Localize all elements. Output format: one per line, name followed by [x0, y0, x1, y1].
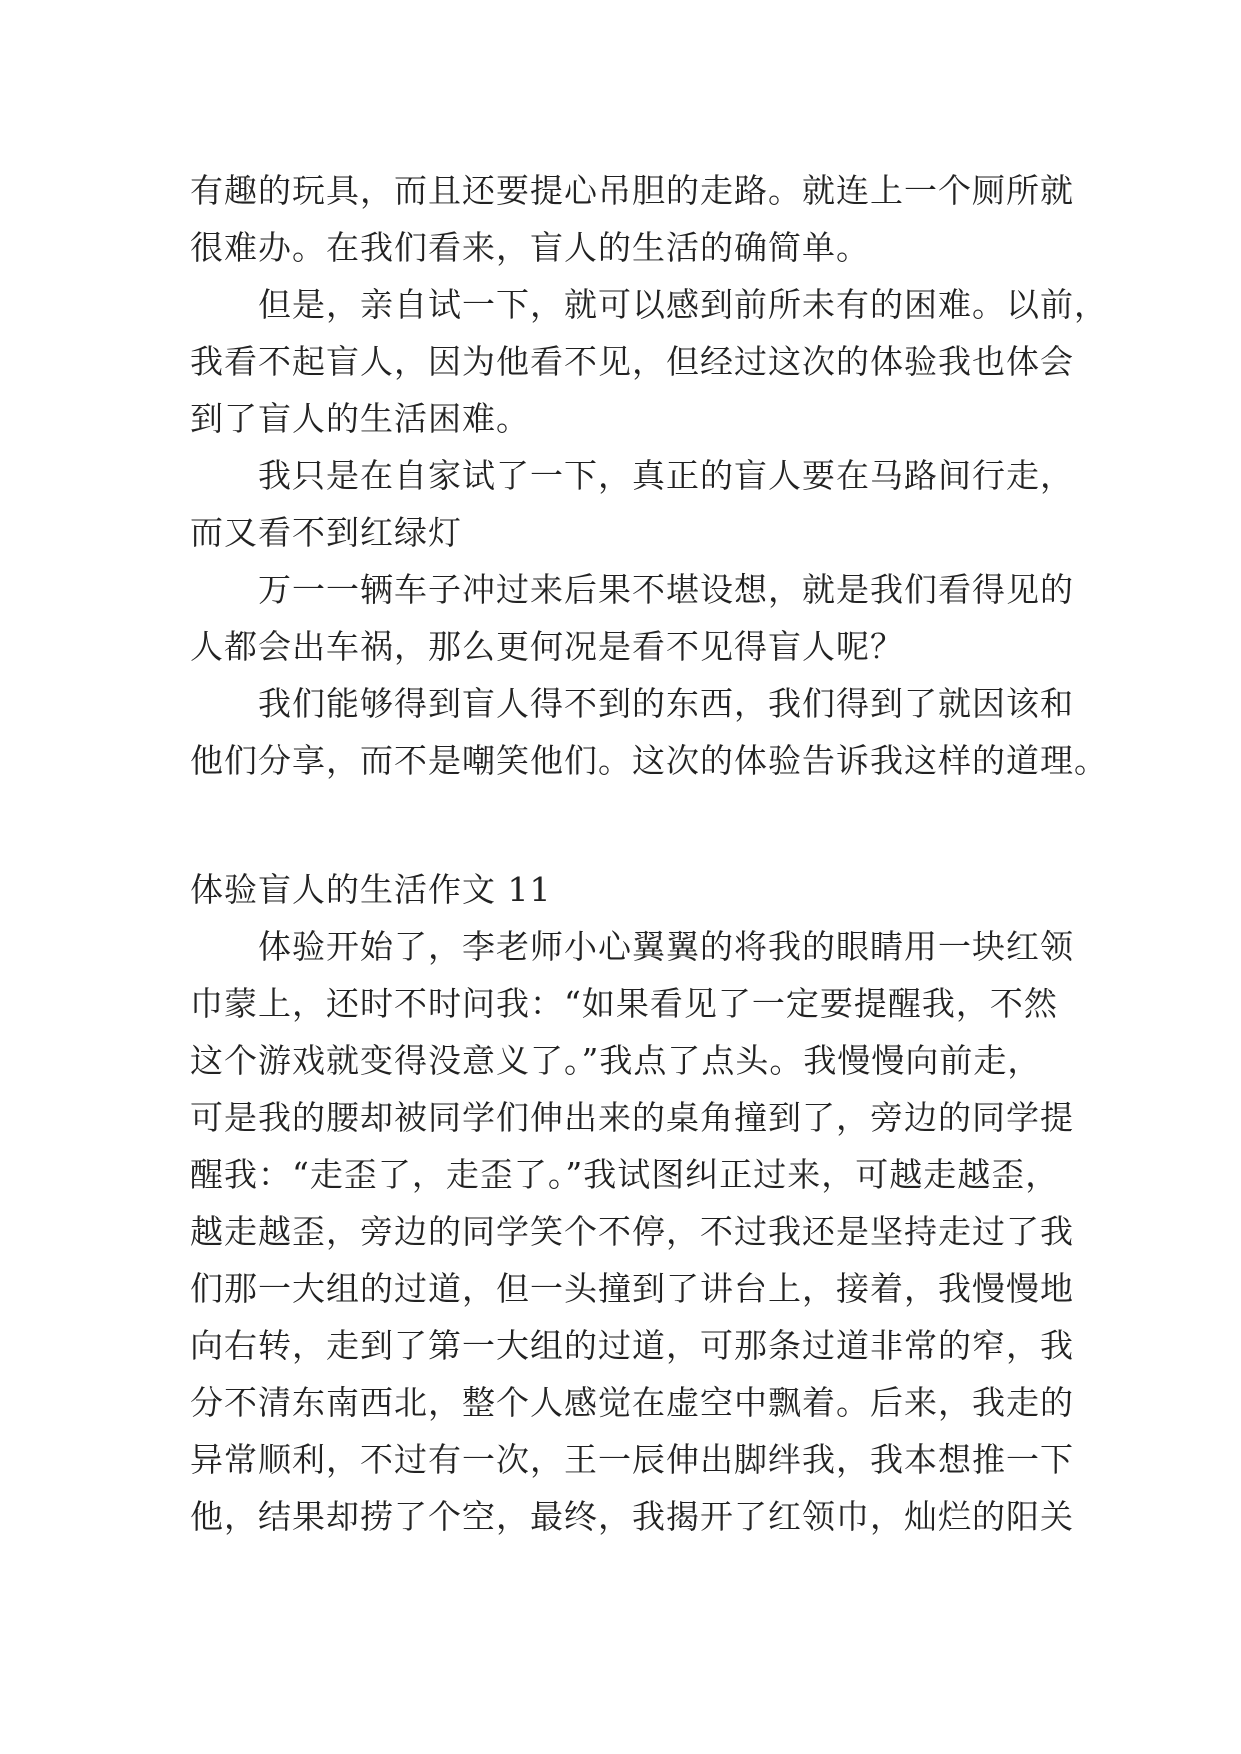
text-line: 但是，亲自试一下，就可以感到前所未有的困难。以前， — [258, 285, 1108, 324]
text-line: 异常顺利，不过有一次，王一辰伸出脚绊我，我本想推一下 — [190, 1440, 1074, 1479]
text-line: 越走越歪，旁边的同学笑个不停，不过我还是坚持走过了我 — [190, 1212, 1074, 1251]
text-line: 巾蒙上，还时不时问我：“如果看见了一定要提醒我，不然 — [190, 984, 1058, 1023]
text-line: 们那一大组的过道，但一头撞到了讲台上，接着，我慢慢地 — [190, 1269, 1074, 1308]
text-line: 向右转，走到了第一大组的过道，可那条过道非常的窄，我 — [190, 1326, 1074, 1365]
text-line: 他，结果却捞了个空，最终，我揭开了红领巾，灿烂的阳关 — [190, 1497, 1074, 1536]
paragraph-share — [190, 675, 1108, 789]
paragraph-road — [190, 447, 1074, 561]
text-line: 万一一辆车子冲过来后果不堪设想，就是我们看得见的 — [258, 570, 1074, 609]
text-line: 醒我：“走歪了，走歪了。”我试图纠正过来，可越走越歪， — [190, 1155, 1060, 1194]
text-line: 很难办。在我们看来，盲人的生活的确简单。 — [190, 228, 870, 267]
text-line: 到了盲人的生活困难。 — [190, 399, 530, 438]
text-line: 而又看不到红绿灯 — [190, 513, 462, 552]
text-line: 我看不起盲人，因为他看不见，但经过这次的体验我也体会 — [190, 342, 1074, 381]
paragraph-continuation — [190, 162, 1074, 276]
paragraph-difficulty — [190, 276, 1108, 447]
section-title: 体验盲人的生活作文 11 — [190, 870, 552, 909]
text-line: 他们分享，而不是嘲笑他们。这次的体验告诉我这样的道理。 — [190, 741, 1108, 780]
paragraph-car — [190, 561, 1074, 675]
text-line: 分不清东南西北，整个人感觉在虚空中飘着。后来，我走的 — [190, 1383, 1074, 1422]
text-line: 体验开始了，李老师小心翼翼的将我的眼睛用一块红领 — [258, 927, 1074, 966]
text-line: 人都会出车祸，那么更何况是看不见得盲人呢？ — [190, 627, 904, 666]
text-line: 我们能够得到盲人得不到的东西，我们得到了就因该和 — [258, 684, 1074, 723]
text-line: 我只是在自家试了一下，真正的盲人要在马路间行走， — [258, 456, 1074, 495]
text-line: 可是我的腰却被同学们伸出来的桌角撞到了，旁边的同学提 — [190, 1098, 1074, 1137]
text-line: 这个游戏就变得没意义了。”我点了点头。我慢慢向前走， — [190, 1041, 1042, 1080]
paragraph-experience — [190, 918, 1074, 1545]
text-line: 有趣的玩具，而且还要提心吊胆的走路。就连上一个厕所就 — [190, 171, 1074, 210]
